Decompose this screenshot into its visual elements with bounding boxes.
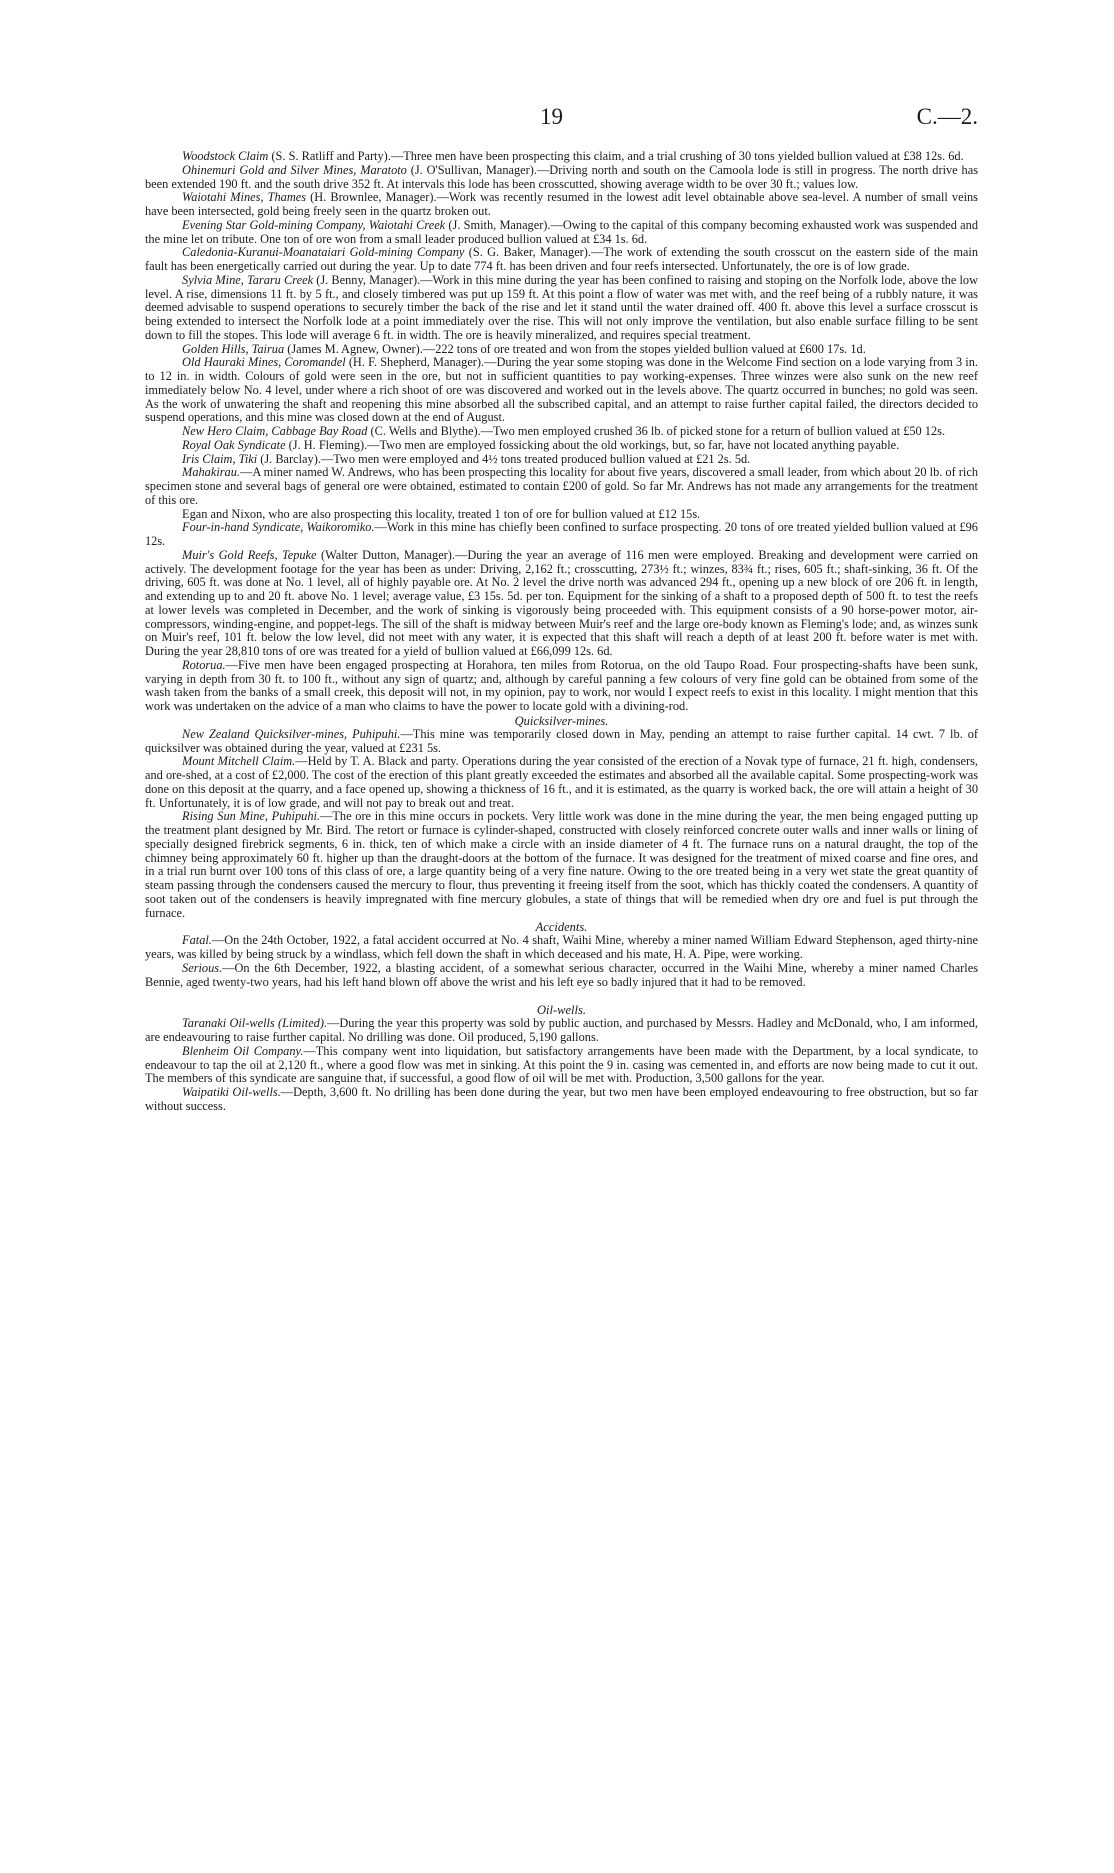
paragraph bbox=[145, 466, 978, 507]
paragraph-title: Royal Oak Syndicate bbox=[182, 437, 286, 452]
page-header bbox=[0, 104, 1114, 134]
paragraph bbox=[145, 356, 978, 425]
paragraph-title: Old Hauraki Mines, Coromandel bbox=[182, 355, 346, 370]
paragraph-text: —During the year this property was sold by public auction, and purchased by Messrs. Hadley and McDonald, who, I am informed, are endeavouring to raise further capital. No drilling was done. Oil produced, 5,190 gallons. bbox=[145, 1016, 978, 1044]
paragraph-text: (J. Barclay).—Two men were employed and 4½ tons treated produced bullion valued at £21 2s. 5d. bbox=[257, 451, 751, 466]
paragraph-text: (C. Wells and Blythe).—Two men employed crushed 36 lb. of picked stone for a return of bullion valued at £50 12s. bbox=[367, 424, 946, 438]
paragraph-title: New Hero Claim, Cabbage Bay Road bbox=[182, 424, 368, 438]
paragraph bbox=[145, 1086, 978, 1114]
paragraph-title: Waiotahi Mines, Thames bbox=[182, 190, 307, 205]
paragraph bbox=[145, 246, 978, 274]
section-heading: Oil-wells. bbox=[537, 1003, 586, 1018]
paragraph-text: —This mine was temporarily closed down in May, pending an attempt to raise further capital. 14 cwt. 7 lb. of quicksilver was obtained during the year, valued at £231 5s. bbox=[145, 726, 978, 755]
paragraph-text: —Work in this mine has chiefly been confined to surface prospecting. 20 tons of ore treated yielded bullion valued at £96 12s. bbox=[145, 520, 978, 548]
section-heading: Quicksilver-mines. bbox=[514, 713, 609, 728]
paragraph-title: Fatal. bbox=[182, 933, 212, 948]
paragraph-title: Woodstock Claim bbox=[182, 149, 269, 163]
paragraph-title: Waipatiki Oil-wells. bbox=[182, 1085, 281, 1099]
paragraph bbox=[145, 343, 978, 357]
paragraph bbox=[145, 549, 978, 659]
paragraph-text: —A miner named W. Andrews, who has been prospecting this locality for about five years, discovered a small leader, from which about 20 lb. of rich specimen stone and several bags of general ore were obtained, estimated to contain £200 of gold. So far Mr. Andrews has not made any arrangements for the treatment of this ore. bbox=[145, 465, 978, 507]
paragraph bbox=[145, 219, 978, 247]
document-reference: C.—2. bbox=[916, 104, 978, 129]
paragraph-title: Golden Hills, Tairua bbox=[182, 341, 285, 356]
paragraph-title: Rotorua. bbox=[182, 657, 226, 672]
paragraph-text: —The ore in this mine occurs in pockets. Very little work was done in the mine during the year, the men being engaged putting up the treatment plant designed by Mr. Bird. The retort or furnace is cylinder-shaped, constructed with closely reinforced concrete outer walls and inner walls or lining of specially designed firebrick segments, 6 in. thick, ten of which make a circle with an inside diameter of 4 ft. The furnace runs on a natural draught, the top of the chimney being approximately 60 ft. higher up than the draught-doors at the bottom of the furnace. It was designed for the treatment of mixed coarse and fine ores, and in a trial run burnt over 100 tons of this class of ore, a large quantity being of a very fine nature. Owing to the ore treated being in a very wet state the great quantity of steam passing through the condensers caused the mercury to flour, thus preventing it freeing itself from the soot, which has thickly coated the condensers. A quantity of soot taken out of the condensers is heavily impregnated with fine mercury globules, a state of things that will be remedied when dry ore and fuel is put through the furnace. bbox=[145, 809, 978, 920]
paragraph-title: Evening Star Gold-mining Company, Waiotahi Creek bbox=[182, 217, 446, 232]
paragraph-title: Caledonia-Kuranui-Moanataiari Gold-mining Company bbox=[182, 245, 465, 260]
paragraph-text: (S. G. Baker, Manager).—The work of extending the south crosscut on the eastern side of the main fault has been energetically carried out during the year. Up to date 774 ft. has been driven and four reefs intersected. Unfortunately, the ore is of low grade. bbox=[145, 245, 978, 273]
paragraph-title: Sylvia Mine, Tararu Creek bbox=[182, 272, 314, 287]
paragraph-title: Ohinemuri Gold and Silver Mines, Maratoto bbox=[182, 162, 407, 177]
page-body bbox=[145, 150, 978, 1114]
paragraph bbox=[145, 755, 978, 810]
paragraph bbox=[145, 150, 978, 164]
paragraph-title: Rising Sun Mine, Puhipuhi. bbox=[182, 809, 321, 824]
paragraph-text: —On the 24th October, 1922, a fatal accident occurred at No. 4 shaft, Waihi Mine, whereby a miner named William Edward Stephenson, aged thirty-nine years, was killed by being struck by a windlass, which fell down the shaft in which deceased and his mate, H. A. Pipe, were working. bbox=[145, 933, 978, 961]
paragraph-text: —This company went into liquidation, but satisfactory arrangements have been made with the Department, by a local syndicate, to endeavour to tap the oil at 2,120 ft., where a good flow was met in sinking. At this point the 9 in. casing was cemented in, and efforts are now being made to cut it out. The members of this syndicate are sanguine that, if successful, a good flow of oil will be met with. Production, 3,500 gallons for the year. bbox=[145, 1043, 978, 1086]
paragraph bbox=[145, 439, 978, 453]
paragraph-text: (J. O'Sullivan, Manager).—Driving north and south on the Camoola lode is still in progress. The north drive has been extended 190 ft. and the south drive 352 ft. At intervals this lode has been crosscutted, showing average width to be over 30 ft.; values low. bbox=[145, 162, 978, 191]
paragraph-text: (J. Benny, Manager).—Work in this mine during the year has been confined to raising and stoping on the Norfolk lode, above the low level. A rise, dimensions 11 ft. by 5 ft., and closely timbered was put up 159 ft. At this point a flow of water was met with, and the reef being of a rubbly nature, it was deemed advisable to suspend operations to securely timber the back of the rise and let it stand until the water drained off. 400 ft. above this level a surface crosscut is being extended to intersect the Norfolk lode at a point immediately over the rise. This will not only improve the ventilation, but also enable surface filling to be sent down to fill the stopes. This lode will average 6 ft. in width. The ore is heavily mineralized, and requires special treatment. bbox=[145, 272, 978, 342]
paragraph bbox=[145, 508, 978, 522]
paragraph bbox=[145, 1017, 978, 1045]
paragraph-text: —Depth, 3,600 ft. No drilling has been done during the year, but two men have been employed endeavouring to free obstruction, but so far without success. bbox=[145, 1085, 978, 1113]
paragraph bbox=[145, 521, 978, 549]
paragraph-title: Mount Mitchell Claim. bbox=[182, 754, 296, 769]
paragraph-text: —On the 6th December, 1922, a blasting accident, of a somewhat serious character, occurred in the Waihi Mine, whereby a miner named Charles Bennie, aged twenty-two years, had his left hand blown off above the wrist and his left eye so badly injured that it had to be removed. bbox=[145, 960, 978, 989]
paragraph-text: (S. S. Ratliff and Party).—Three men have been prospecting this claim, and a trial crushing of 30 tons yielded bullion valued at £38 12s. 6d. bbox=[268, 149, 964, 163]
paragraph bbox=[145, 934, 978, 962]
paragraph-title: New Zealand Quicksilver-mines, Puhipuhi. bbox=[182, 726, 401, 741]
paragraph-text: —Five men have been engaged prospecting at Horahora, ten miles from Rotorua, on the old Taupo Road. Four prospecting-shafts have been sunk, varying in depth from 30 ft. to 100 ft., without any sign of quartz; and, although by careful panning a few colours of very fine gold can be obtained from some of the wash taken from the banks of a small creek, this deposit will not, in my opinion, pay to work, nor would I expect reefs to exist in this locality. I might mention that this work was undertaken on the advice of a man who claims to have the power to locate gold with a divining-rod. bbox=[145, 657, 978, 713]
paragraph-title: Serious. bbox=[182, 960, 223, 975]
paragraph-title: Iris Claim, Tiki bbox=[182, 451, 258, 466]
paragraph-text: (H. Brownlee, Manager).—Work was recently resumed in the lowest adit level obtainable above sea-level. A number of small veins have been intersected, gold being freely seen in the quartz broken out. bbox=[145, 190, 978, 218]
paragraph bbox=[145, 453, 978, 467]
page-number: 19 bbox=[540, 104, 563, 129]
paragraph bbox=[145, 810, 978, 920]
paragraph-title: Taranaki Oil-wells (Limited). bbox=[182, 1016, 328, 1031]
paragraph bbox=[145, 191, 978, 219]
paragraph bbox=[145, 425, 978, 439]
paragraph-text: (James M. Agnew, Owner).—222 tons of ore treated and won from the stopes yielded bullion valued at £600 17s. 1d. bbox=[284, 341, 866, 356]
paragraph-title: Blenheim Oil Company. bbox=[182, 1043, 304, 1058]
paragraph-text: (Walter Dutton, Manager).—During the year an average of 116 men were employed. Breaking and development were carried on actively. The development footage for the year has been as under: Driving, 2,162 ft.; crosscutting, 273½ ft.; winzes, 83¾ ft.; rises, 605 ft.; shaft-sinking, 36 ft. Of the driving, 605 ft. was done at No. 1 level, all of highly payable ore. At No. 2 level the drive north was advanced 294 ft., opening up a new block of ore 206 ft. in length, and extending up to and 20 ft. above No. 1 level; average value, £3 15s. 5d. per ton. Equipment for the sinking of a shaft to a proposed depth of 500 ft. to test the reefs at lower levels was completed in December, and the work of sinking is vigorously being proceeded with. This equipment consists of a 90 horse-power motor, air-compressors, winding-engine, and poppet-legs. The sill of the shaft is midway between Muir's reef and the large ore-body known as Fleming's lode; and, as winzes sunk on Muir's reef, 101 ft. below the low level, did not meet with any water, it is expected that this shaft will reach a depth of at least 200 ft. before water is met with. During the year 28,810 tons of ore was treated for a yield of bullion valued at £66,099 12s. 6d. bbox=[145, 547, 979, 658]
paragraph-text: (J. H. Fleming).—Two men are employed fossicking about the old workings, but, so far, have not located anything payable. bbox=[285, 437, 900, 452]
paragraph-title: Muir's Gold Reefs, Tepuke bbox=[182, 547, 317, 562]
paragraph-text: —Held by T. A. Black and party. Operations during the year consisted of the erection of a Novak type of furnace, 21 ft. high, condensers, and ore-shed, at a cost of £2,000. The cost of the erection of this plant greatly exceeded the estimates and absorbed all the available capital. Some prospecting-work was done on this deposit at the quarry, and a face opened up, showing a thickness of 16 ft., and it is estimated, as the quarry is worked back, the ore will attain a height of 30 ft. Unfortunately, it is of low grade, and will not pay to break out and treat. bbox=[145, 754, 979, 810]
paragraph bbox=[145, 274, 978, 343]
paragraph-text: (J. Smith, Manager).—Owing to the capital of this company becoming exhausted work was suspended and the mine let on tribute. One ton of ore won from a small leader produced bullion valued at £34 1s. 6d. bbox=[145, 217, 978, 246]
paragraph bbox=[145, 659, 978, 714]
paragraph bbox=[145, 728, 978, 756]
paragraph-text: (H. F. Shepherd, Manager).—During the year some stoping was done in the Welcome Find section on a lode varying from 3 in. to 12 in. in width. Colours of gold were seen in the ore, but not in sufficient quantities to pay working-expenses. Three winzes were also sunk on the new reef immediately below No. 4 level, under where a rich shoot of ore was discovered and worked out in the levels above. The quartz occurred in bunches; no gold was seen. As the work of unwatering the shaft and reopening this mine absorbed all the subscribed capital, and an attempt to raise further capital failed, the directors decided to suspend operations, and this mine was closed down at the end of August. bbox=[145, 355, 978, 425]
paragraph bbox=[145, 1045, 978, 1086]
section-heading: Accidents. bbox=[535, 920, 588, 935]
paragraph-text: Egan and Nixon, who are also prospecting this locality, treated 1 ton of ore for bullion valued at £12 15s. bbox=[182, 506, 701, 521]
paragraph-title: Four-in-hand Syndicate, Waikoromiko. bbox=[182, 520, 375, 535]
paragraph bbox=[145, 164, 978, 192]
paragraph bbox=[145, 962, 978, 990]
paragraph-title: Mahakirau. bbox=[182, 465, 240, 480]
